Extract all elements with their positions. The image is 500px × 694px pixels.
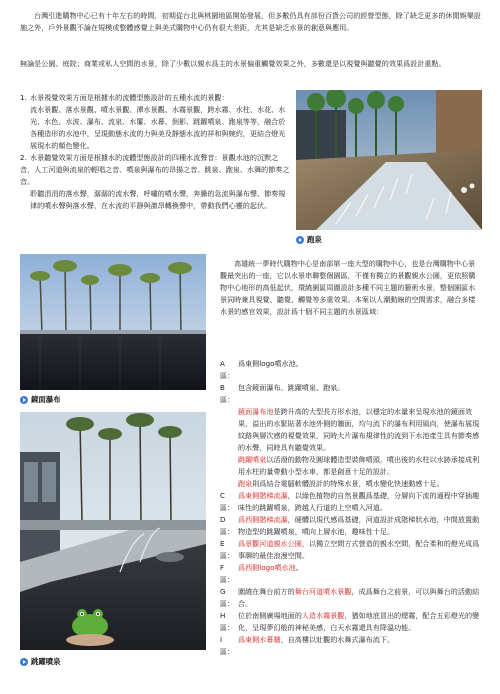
zone-item: [220, 538, 482, 562]
zone-highlight: 爲景觀河道親水公園: [238, 539, 302, 548]
intro-paragraph-1: 台灣引進購物中心已有十年左右的時間，初期從台北與桃園地區開始發展，但多數仍具有部份百貨公司的經營型態，除了缺乏更多的休閒娛樂設施之外，戶外景觀不論在規模或整體感覺上與美式購物中心仍有很大差距，尤其是缺乏水景的創意與應用。: [20, 11, 481, 32]
zone-label: H 區：: [220, 611, 235, 632]
caption-mirror-waterfall: [20, 394, 61, 405]
zone-description: [238, 406, 482, 454]
zone-text: 位於南側廣場地面的: [238, 611, 302, 620]
zone-highlight: 爲東側階梯流瀑: [238, 491, 288, 500]
zone-highlight: 人造水霧景觀: [301, 611, 345, 620]
running-fountain-photo: [296, 90, 482, 230]
zone-description: [238, 514, 482, 538]
zone-highlight: 爲西側階梯流瀑: [238, 515, 288, 524]
zone-description: [238, 490, 482, 514]
zone-label: [220, 454, 238, 478]
zone-item: [220, 610, 482, 634]
jumping-fountain-photo: [20, 412, 206, 650]
zone-item: [220, 454, 482, 478]
zone-text: 。: [295, 563, 303, 572]
zone-description: [238, 538, 482, 562]
zone-item: [220, 514, 482, 538]
zone-label: A 區：: [220, 359, 235, 380]
zone-text: 包含鏡面瀑布、跳躍噴泉、跑泉。: [238, 383, 345, 392]
zone-label: [220, 478, 238, 490]
zone-highlight: 鏡面瀑布池: [238, 407, 274, 416]
zone-text: ，以獨立空間方式營造的親水空間，配合柔和的燈光成爲事聊的最佳浪漫空間。: [238, 539, 480, 560]
zone-text: 是跨升高的大型長方形水池，以穩定的水量來呈現水池的鏡面效果，溢出的水緊貼著水池外側的牆面，均勻流下的瀑布利用風向，使瀑布展現紋路與層次感的視覺效果，同時大片瀑布規律性的流到下水池產生具有節奏感的水聲，同時具有聽覺效果。: [238, 407, 480, 452]
zone-item: [220, 634, 482, 658]
zone-highlight: 爲東側水幕牆: [238, 635, 281, 644]
zone-text: ，以綠色植物的自然景觀爲基礎，分層向下流的通程中穿插趣味性的跳躍噴泉，跨越人行道的上空噴入河道。: [238, 491, 480, 512]
zone-text: 以活潑的動物及圓球體造型裝飾噴頭，噴出後的水柱以水跡承接成利用水柱的量帶動小型水車，都是創意十足的設計。: [238, 455, 480, 476]
play-circle-icon: [296, 236, 304, 244]
list-body: 聆聽涓涓的落水聲，潺潺的流水聲，呼嘯的噴水聲，奔騰的急流與瀑布聲、節奏規律的噴水聲與落水聲，在水流的平靜與激昂轉換聲中，帶動我們心靈的起伏。: [30, 189, 286, 210]
zone-text: 則爲結合電腦軟體設計的特殊水景，噴水變化快速動感十足。: [252, 479, 444, 488]
zone-highlight: 跑泉: [238, 479, 253, 488]
zone-label: D 區：: [220, 515, 235, 536]
mirror-waterfall-photo: [20, 254, 206, 390]
list-item: [20, 152, 290, 212]
zone-item: [220, 586, 482, 610]
zone-label: C 區：: [220, 491, 235, 512]
zone-label: F 區：: [220, 563, 235, 584]
play-circle-icon: [20, 396, 28, 404]
zone-description: [238, 634, 482, 658]
zone-label: E 區：: [220, 539, 235, 560]
zone-description: [238, 610, 482, 634]
play-circle-icon: [20, 658, 28, 666]
feature-list: [20, 92, 290, 212]
list-heading: 水景視覺效果方面是根據水的流體型態設計的五種水流的景觀：: [30, 93, 229, 102]
zone-text: ，猶如地底冒出的煙霧，配合五彩燈光的變化，呈現夢幻般的神秘美感，白天水霧還具有降溫功能。: [238, 611, 480, 632]
zone-text: 圍繞在舞台前方的: [238, 587, 295, 596]
zone-text: 爲東側logo噴水池。: [238, 359, 303, 368]
zone-description: [238, 382, 482, 406]
zone-description: [238, 562, 482, 586]
zone-item: [220, 358, 482, 382]
zone-list: [220, 358, 482, 658]
zone-text: ，自高樓以壯觀的水舞式瀑布流下。: [280, 635, 395, 644]
zone-highlight: 跳躍噴泉: [238, 455, 267, 464]
list-body: 流水景觀、落水景觀、噴水景觀、潭水景觀、水霧景觀，跨水霧、水柱、水花、水光、水色、水波、瀑布、流泉、水簾、水幕、倒影、跳躍噴泉、跑泉等等，融合於各種造形的水池中，呈現動態水流的力與美及靜態水流的祥和與婉約，更結合燈光展現水的顏色變化。: [30, 105, 286, 150]
zone-text: ，硬體以現代感爲基礎，河道設計成階梯狀水池，中間放置動物造型的跳躍噴泉，噴向上層水池，趣味性十足。: [238, 515, 480, 536]
caption-text: 跑泉: [307, 235, 322, 244]
zone-description: [238, 358, 482, 382]
zone-item: [220, 490, 482, 514]
zone-description: [238, 478, 482, 490]
zone-description: [238, 454, 482, 478]
zone-description: [238, 586, 482, 610]
caption-text: 跳躍噴泉: [31, 657, 61, 666]
gaoxiong-paragraph: 高雄統一夢時代購物中心是南部第一座大型的購物中心，也是台灣購物中心景觀最突出的一座，它以水景串聯整個園區，不僅有獨立的景觀親水公園，更依照購物中心地形的高低起伏，環繞園區周圍設計多種不同主題的藝術水景，整個園區水景同時兼具視覺、聽覺、觸覺等多重效果。本案以人潮動線的空間需求，融合多樣水景的感官效果，設計爲十個不同主題的水景區域：: [220, 259, 476, 316]
intro-paragraph-2: 無論是公園、庭院；商業或私人空間的水景，除了少數以親水爲主的水景偏重觸覺效果之外，多數還是以視覺與聽覺的效果爲設計重點。: [20, 59, 446, 68]
caption-running-fountain: [296, 234, 322, 245]
zone-item: [220, 562, 482, 586]
zone-label: B 區：: [220, 383, 235, 404]
zone-text: ，成爲舞台之前景，可以與舞台的活動結合。: [238, 587, 480, 608]
zone-label: [220, 406, 238, 454]
zone-item: [220, 382, 482, 406]
list-number: 1.: [20, 93, 27, 102]
zone-label: I 區：: [220, 635, 235, 656]
zone-item: [220, 406, 482, 454]
zone-highlight: 舞台河道噴水景觀: [294, 587, 352, 596]
list-number: 2.: [20, 153, 27, 162]
list-heading: 水景聽覺效果方面是根據水的流體型態設計的四種水流聲音：景觀水池的沉默之音，人工河道與流泉的輕唱之音、噴泉與瀑布的昂揚之音、跳泉、跑泉、水舞的節奏之音。: [20, 153, 290, 186]
zone-highlight: 爲西側logo噴水池: [238, 563, 296, 572]
list-item: [20, 92, 290, 152]
caption-text: 鏡面瀑布: [31, 395, 61, 404]
caption-jumping-fountain: [20, 656, 61, 667]
zone-label: G 區：: [220, 587, 235, 608]
zone-item: [220, 478, 482, 490]
